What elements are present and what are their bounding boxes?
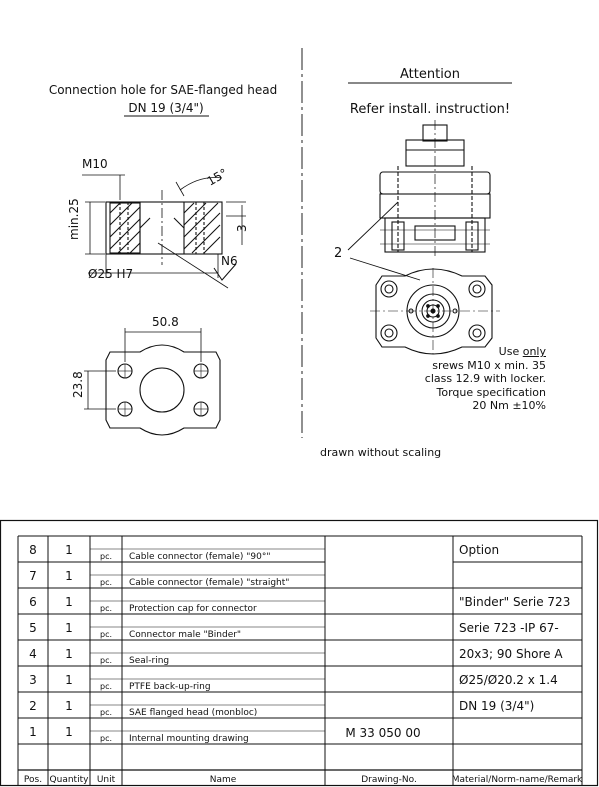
row-unit: pc. [99, 578, 113, 587]
row-unit: pc. [99, 682, 113, 691]
attention-heading: Attention [400, 67, 460, 82]
header-name: Name [209, 775, 237, 785]
row-name: Cable connector (female) "straight" [129, 578, 290, 588]
row-pos: 4 [29, 647, 37, 661]
table-row [29, 621, 241, 640]
row-pos: 6 [29, 595, 37, 609]
scaling-note: drawn without scaling [320, 446, 442, 459]
row-unit: pc. [99, 552, 113, 561]
remark-option: Option [459, 543, 500, 557]
row-name: Protection cap for connector [129, 604, 257, 614]
row-pos: 8 [29, 543, 37, 557]
row-unit: pc. [99, 604, 113, 613]
header-unit: Unit [96, 775, 116, 785]
note-line-2: srews M10 x min. 35 [432, 358, 546, 372]
remark-column [459, 543, 570, 713]
row-qty: 1 [65, 543, 73, 557]
note-line-5: 20 Nm ±10% [472, 399, 546, 412]
remark-ip67: Serie 723 -IP 67- [459, 621, 559, 635]
note-line-4: Torque specification [436, 385, 546, 399]
dim-bore: Ø25 H7 [88, 267, 134, 281]
row-qty: 1 [65, 569, 73, 583]
dim-m10: M10 [82, 157, 108, 171]
row-qty: 1 [65, 621, 73, 635]
remark-binder-serie: "Binder" Serie 723 [459, 595, 571, 609]
row-name: Connector male "Binder" [129, 630, 242, 640]
header-pos: Pos. [23, 775, 43, 785]
dim-min25: min.25 [67, 198, 81, 240]
header-drawing-no: Drawing-No. [361, 775, 417, 785]
row-name: Internal mounting drawing [129, 734, 249, 744]
row-unit: pc. [99, 630, 113, 639]
header-quantity: Quantity [49, 775, 89, 785]
table-row [29, 647, 169, 666]
row-qty: 1 [65, 595, 73, 609]
row-qty: 1 [65, 725, 73, 739]
row-qty: 1 [65, 647, 73, 661]
row-name: SAE flanged head (monbloc) [129, 708, 258, 718]
remark-shore: 20x3; 90 Shore A [459, 647, 563, 661]
table-row [29, 673, 210, 692]
connection-hole-size: DN 19 (3/4") [128, 101, 204, 115]
row-pos: 2 [29, 699, 37, 713]
row-qty: 1 [65, 673, 73, 687]
connection-hole-title: Connection hole for SAE-flanged head [48, 83, 278, 97]
dim-angle: 15° [204, 165, 230, 189]
table-row [29, 725, 420, 744]
dim-width: 50.8 [152, 315, 179, 329]
row-drawing-no: M 33 050 00 [345, 726, 421, 740]
row-pos: 5 [29, 621, 37, 635]
row-name: PTFE back-up-ring [129, 682, 211, 692]
row-pos: 7 [29, 569, 37, 583]
row-pos: 3 [29, 673, 37, 687]
callout-number: 2 [334, 246, 343, 261]
note-use: Use [498, 345, 523, 358]
row-pos: 1 [29, 725, 37, 739]
header-remark: Material/Norm-name/Remark [451, 775, 583, 785]
row-unit: pc. [99, 656, 113, 665]
row-name: Seal-ring [129, 656, 170, 666]
table-row [29, 543, 270, 562]
table-header [24, 775, 583, 785]
row-qty: 1 [65, 699, 73, 713]
row-name: Cable connector (female) "90°" [129, 552, 271, 562]
row-unit: pc. [99, 734, 113, 743]
dim-three: 3 [235, 224, 249, 232]
note-only: only [522, 345, 546, 358]
remark-dn19: DN 19 (3/4") [459, 699, 535, 713]
dim-finish: N6 [221, 254, 238, 268]
remark-ring-size: Ø25/Ø20.2 x 1.4 [459, 673, 558, 687]
row-unit: pc. [99, 708, 113, 717]
table-row [29, 569, 289, 588]
note-line-3: class 12.9 with locker. [424, 372, 546, 385]
table-row [29, 699, 257, 718]
refer-instruction: Refer install. instruction! [349, 102, 511, 117]
dim-height: 23.8 [71, 371, 85, 398]
table-row [29, 595, 257, 614]
